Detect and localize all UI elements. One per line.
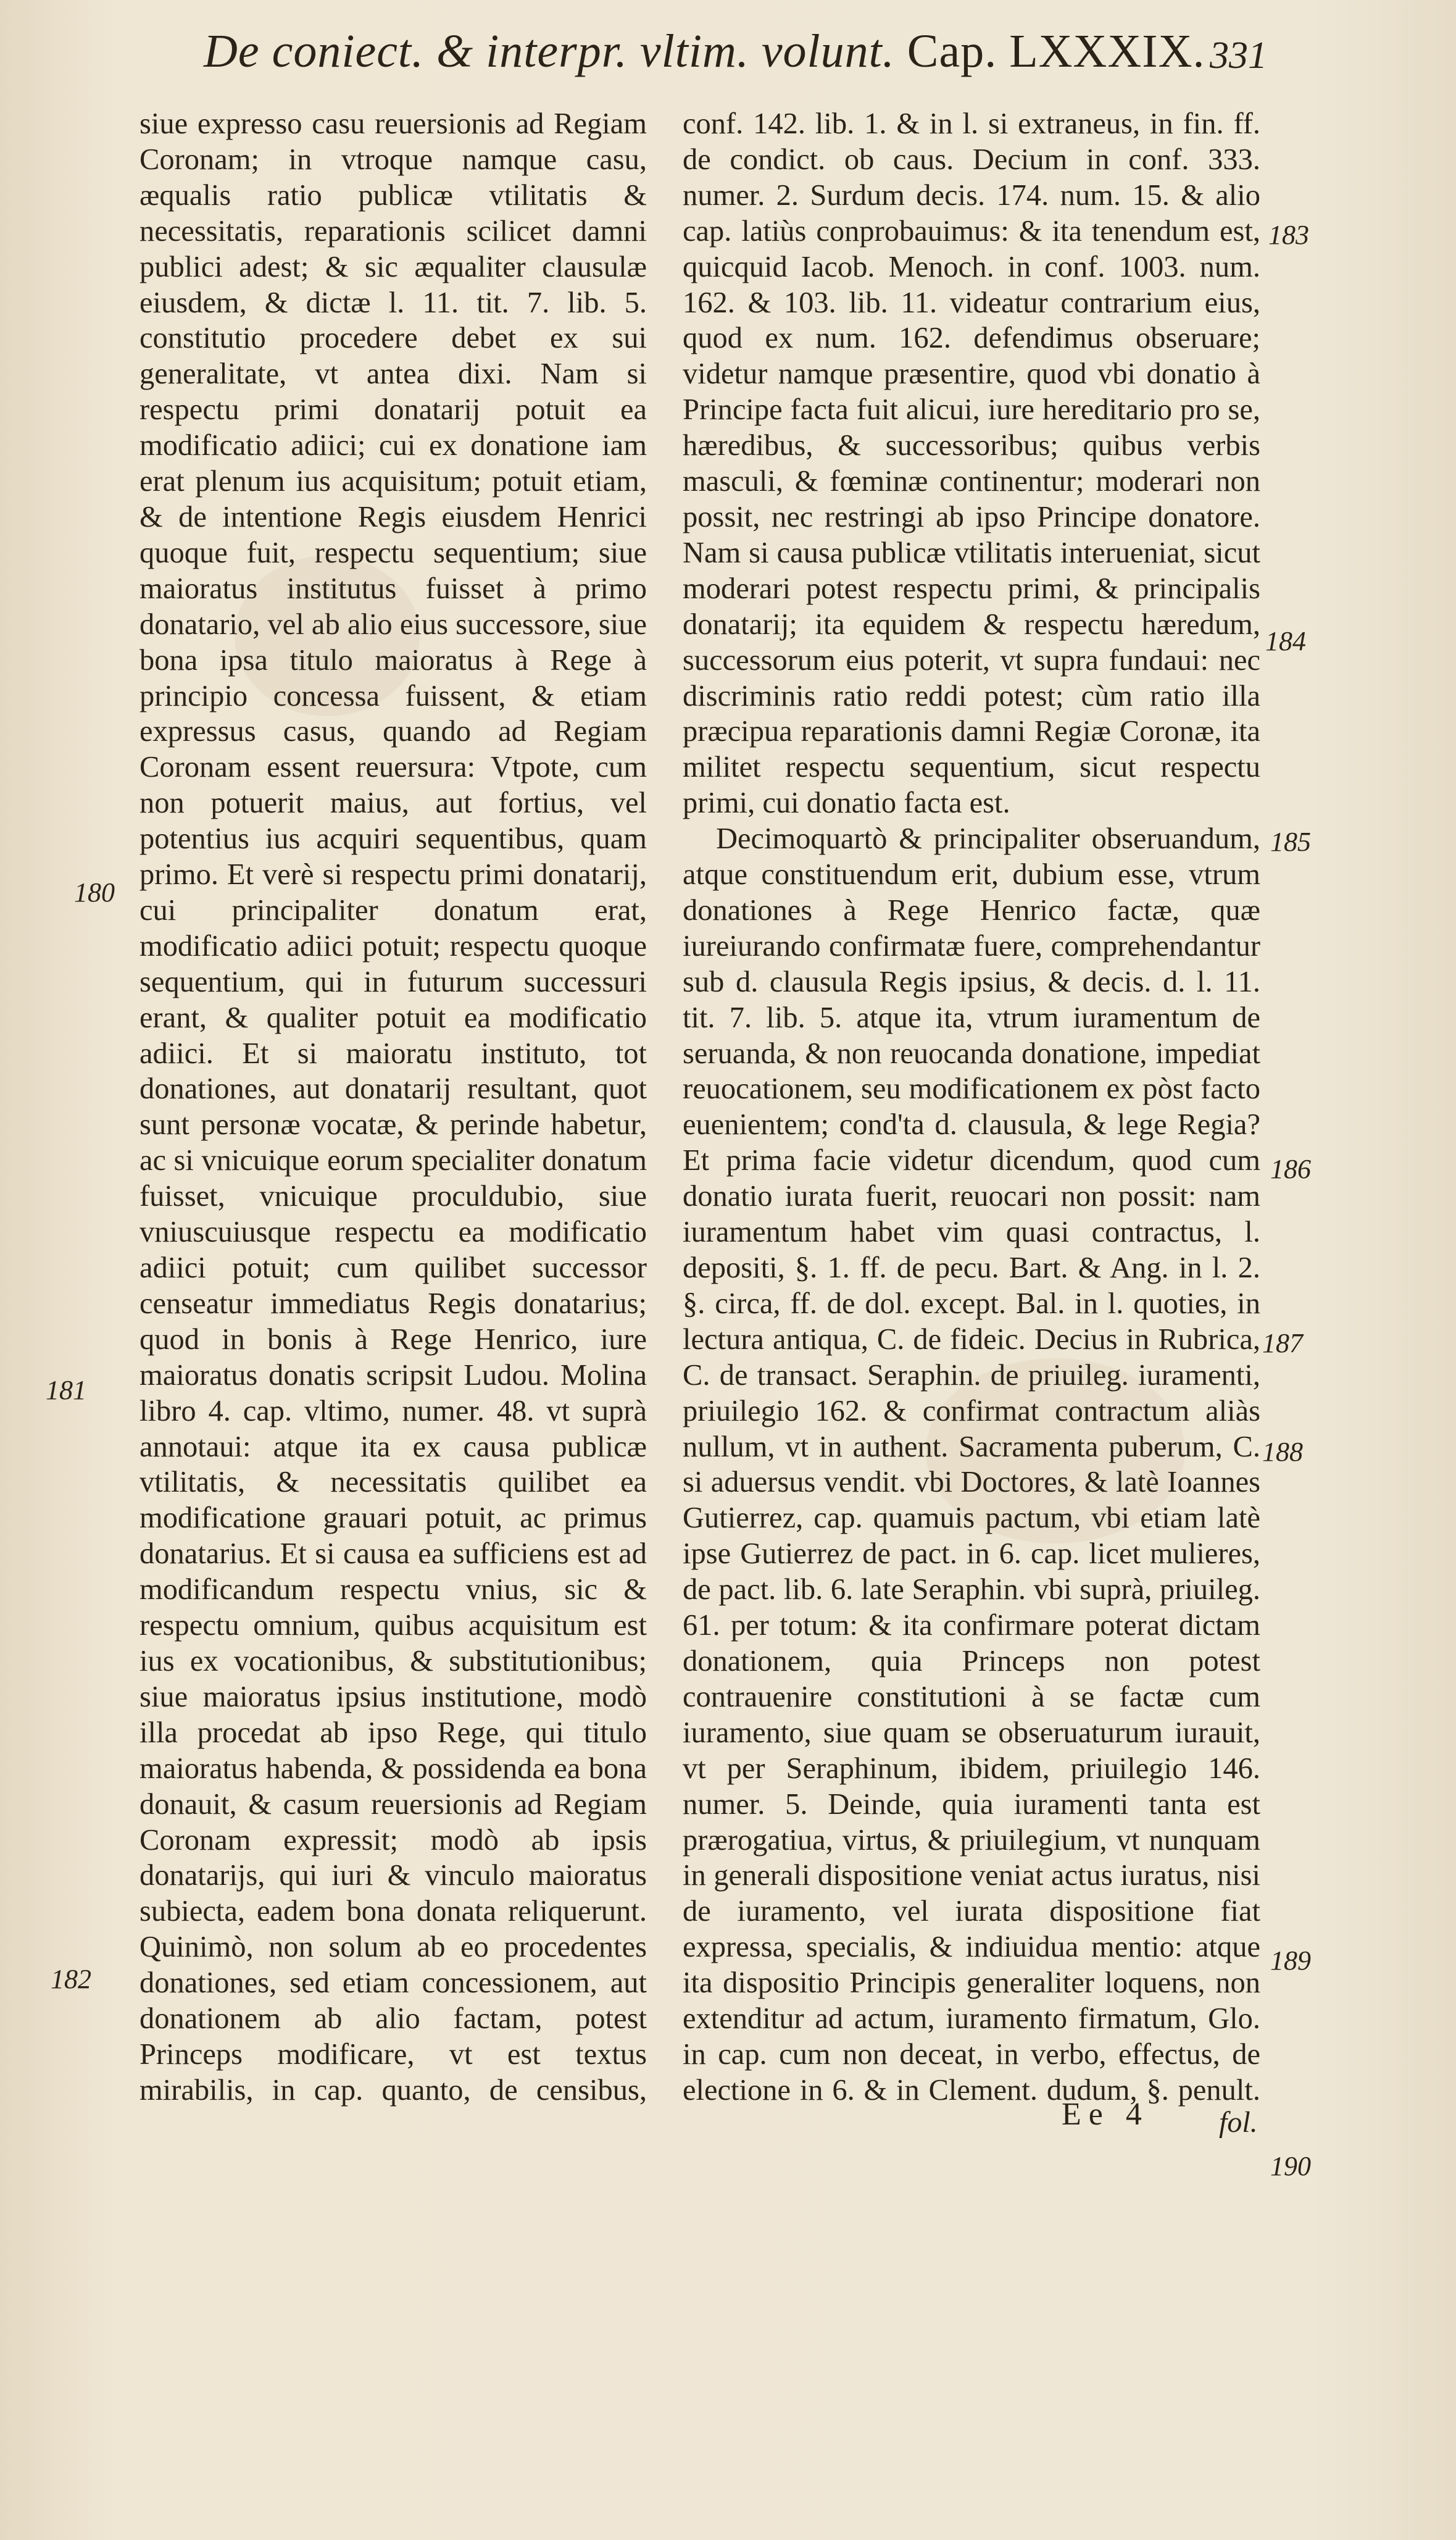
margin-number-183: 183 (1268, 220, 1309, 250)
left-paragraph-1: siue expresso casu reuersionis ad Regiam Coronam; in vtroque namque casu, æqualis ratio publicæ vtilitatis & necessitatis, reparationis scilicet damni publici adest; & sic æqualiter clausulæ eiusdem, & dictæ l. 11. tit. 7. lib. 5. constitutio procedere debet ex sui generalitate, vt antea dixi. Nam si respectu primi donatarij potuit ea modificatio adiici; cui ex donatione iam erat plenum ius acquisitum; potuit etiam, & de intentione Regis eiusdem Henrici quoque fuit, respectu sequentium; siue maioratus institutus fuisset à primo donatario, vel ab alio eius successore, siue bona ipsa titulo maioratus à Rege à principio concessa fuissent, & etiam expressus casus, quando ad Regiam Coronam essent reuersura: Vtpote, cum non potuerit maius, aut fortius, vel potentius ius acquiri sequentibus, quam primo. Et verè si respectu primi donatarij, cui principaliter donatum erat, modificatio adiici potuit; respectu quoque sequentium, qui in futurum successuri erant, & qualiter potuit ea modificatio adiici. Et si maioratu instituto, tot donationes, aut donatarij resultant, quot sunt personæ vocatæ, & perinde habetur, ac si vnicuique eorum specialiter donatum fuisset, vnicuique proculdubio, siue vniuscuiusque respectu ea modificatio adiici potuit; cum quilibet successor censeatur immediatus Regis donatarius; quod in bonis à Rege Henrico, iure maioratus donatis scripsit Ludou. Molina libro 4. cap. vltimo, numer. 48. vt suprà annotaui: atque ita ex causa publicæ vtilitatis, & necessitatis quilibet ea modificatione grauari potuit, ac primus donatarius. Et si causa ea sufficiens est ad modificandum respectu vnius, sic & respectu omnium, quibus acquisitum est ius ex vocationibus, & substitutionibus; siue maioratus ipsius institutione, modò illa procedat ab ipso Rege, qui titulo maioratus habenda, & possidenda ea bona donauit, & casum reuersionis ad Regiam Coronam expressit; modò ab ipsis donatarijs, qui iuri & vinculo maioratus subiecta, eadem bona donata reliquerunt. Quinimò, non solum ab eo procedentes donationes, sed etiam concessionem, aut donationem ab alio factam, potest Princeps modificare, vt est textus mirabilis, in cap. quanto, de censibus, (139, 107, 647, 2107)
right-paragraph-2: Decimoquartò & principaliter obseruandum, atque constituendum erit, dubium esse, vtrum donationes à Rege Henrico factæ, quæ iureiurando confirmatæ fuere, comprehendantur sub d. clausula Regis ipsius, & decis. d. l. 11. tit. 7. lib. 5. atque ita, vtrum iuramentum de seruanda, & non reuocanda donatione, impediat reuocationem, seu modificationem ex pòst facto euenientem; cond'ta d. clausula, & lege Regia? Et prima facie videtur dicendum, quod cum donatio iurata fuerit, reuocari non possit: nam iuramentum habet vim quasi contractus, l. depositi, §. 1. ff. de pecu. Bart. & Ang. in l. 2. §. circa, ff. de dol. except. Bal. in l. quoties, in lectura antiqua, C. de fideic. Decius in Rubrica, C. de transact. Seraphin. de priuileg. iuramenti, priuilegio 162. & confirmat contractum aliàs nullum, vt in authent. Sacramenta puberum, C. si aduersus vendit. vbi Doctores, & latè Ioannes Gutierrez, cap. quamuis pactum, vbi etiam latè ipse Gutierrez de pact. in 6. cap. licet mulieres, de pact. lib. 6. late Seraphin. vbi suprà, priuileg. 61. per totum: & ita confirmare poterat dictam donationem, quia Princeps non potest contrauenire constitutioni à se factæ cum iuramento, siue quam se obseruaturum iurauit, vt per Seraphinum, ibidem, priuilegio 146. numer. 5. Deinde, quia iuramenti tanta est prærogatiua, virtus, & priuilegium, vt nunquam in generali dispositione veniat actus iuratus, nisi de iuramento, vel iurata dispositione fiat expressa, specialis, & indiuidua mentio: atque ita dispositio Principis generaliter loquens, non extenditur ad actum, iuramento firmatum, Glo. in cap. cum non deceat, in verbo, effectus, de electione in 6. & in Clement. dudum, §. penult. (683, 822, 1260, 2107)
catchword: fol. (1219, 2106, 1258, 2139)
margin-number-190: 190 (1270, 2151, 1311, 2181)
margin-number-189: 189 (1270, 1945, 1311, 1976)
chapter-number: Cap. LXXXIX. (907, 25, 1205, 77)
margin-number-188: 188 (1262, 1437, 1303, 1467)
running-title: De coniect. & interpr. vltim. volunt. (204, 25, 895, 77)
margin-number-187: 187 (1262, 1328, 1303, 1358)
signature-mark: Ee 4 (1062, 2097, 1149, 2132)
right-paragraph-1: conf. 142. lib. 1. & in l. si extraneus, in fin. ff. de condict. ob caus. Decium in conf. 333. numer. 2. Surdum decis. 174. num. 15. & alio cap. latiùs conprobauimus: & ita tenendum est, quicquid Iacob. Menoch. in conf. 1003. num. 162. & 103. lib. 11. videatur contrarium eius, quod ex num. 162. defendimus obseruare; videtur namque præsentire, quod vbi donatio à Principe facta fuit alicui, iure hereditario pro se, hæredibus, & successoribus; quibus verbis masculi, & fœminæ continentur; moderari non possit, nec restringi ab ipso Principe donatore. Nam si causa publicæ vtilitatis interueniat, sicut moderari potest respectu primi, & principalis donatarij; ita equidem & respectu hæredum, successorum eius poterit, vt supra fundaui: nec discriminis ratio reddi potest; cùm ratio illa præcipua reparationis damni Regiæ Coronæ, ita militet respectu sequentium, sicut respectu primi, cui donatio facta est. (683, 107, 1260, 820)
running-header (204, 25, 1315, 93)
left-column (139, 106, 647, 2107)
right-column (683, 106, 1260, 2107)
margin-number-184: 184 (1265, 626, 1306, 656)
margin-number-185: 185 (1270, 827, 1311, 857)
page-number: 331 (1210, 35, 1267, 77)
margin-number-186: 186 (1270, 1154, 1311, 1184)
margin-number-180: 180 (74, 877, 115, 908)
margin-number-181: 181 (46, 1375, 86, 1405)
margin-number-182: 182 (51, 1964, 91, 1994)
